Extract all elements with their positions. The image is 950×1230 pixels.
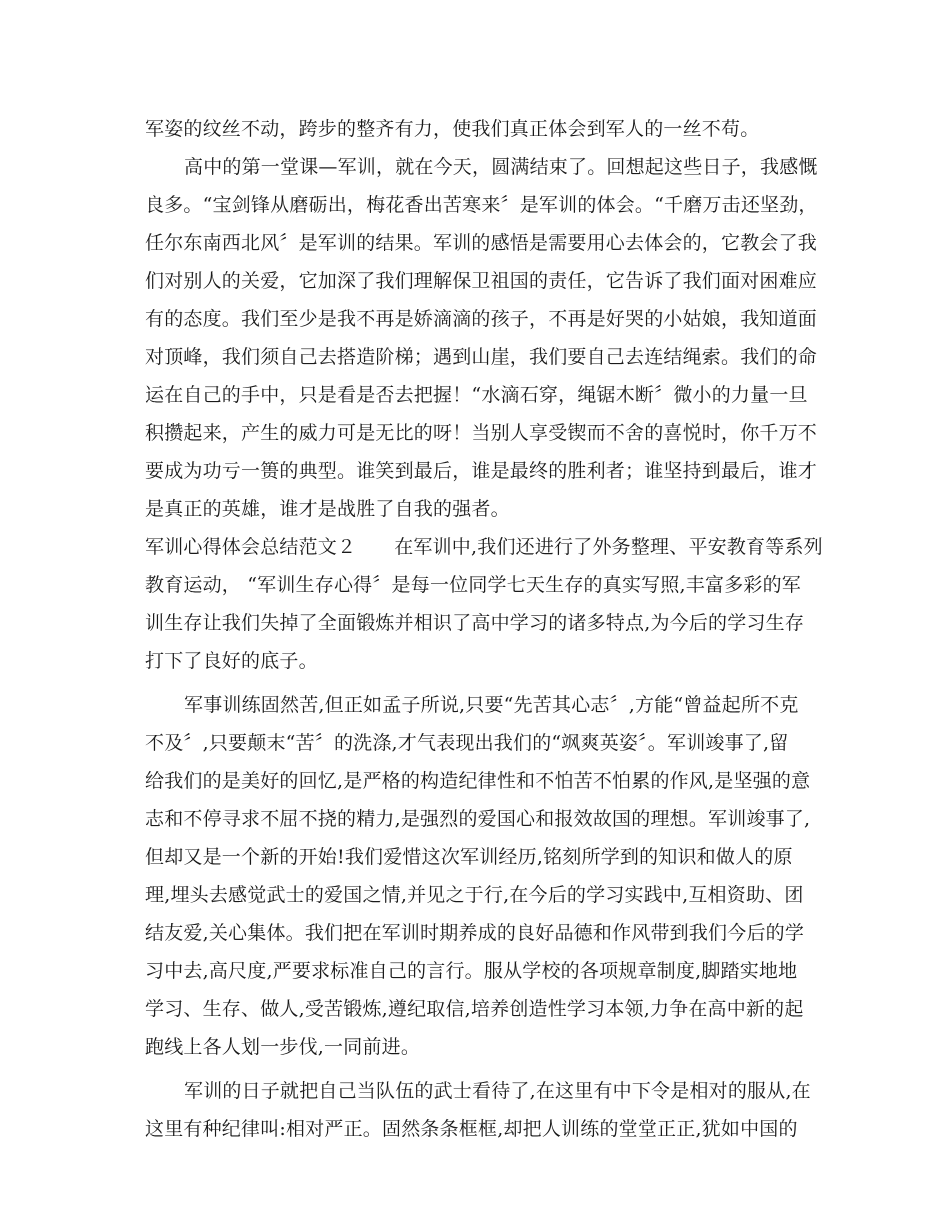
text-line: 教育运动， “军训生存心得〞是每一位同学七天生存的真实写照,丰富多彩的军 [145, 574, 801, 596]
text-line: 但却又是一个新的开始!我们爱惜这次军训经历,铭刻所学到的知识和做人的原 [145, 846, 793, 868]
text-line: 给我们的是美好的回忆,是严格的构造纪律性和不怕苦不怕累的作风,是坚强的意 [145, 770, 811, 792]
section-title: 军训心得体会总结范文２ [145, 536, 357, 558]
text-line: 在军训中,我们还进行了外务整理、平安教育等系列 [394, 536, 823, 558]
text-line: 训生存让我们失掉了全面锻炼并相识了高中学习的诸多特点,为今后的学习生存 [145, 612, 805, 634]
text-line: 有的态度。我们至少是我不再是娇滴滴的孩子，不再是好哭的小姑娘，我知道面 [145, 308, 818, 330]
text-line: 对顶峰，我们须自己去搭造阶梯；遇到山崖，我们要自己去连结绳索。我们的命 [145, 346, 818, 368]
text-line: 打下了良好的底子。 [145, 650, 318, 672]
text-line: 们对别人的关爱，它加深了我们理解保卫祖国的责任，它告诉了我们面对困难应 [145, 270, 818, 292]
text-line: 高中的第一堂课—军训，就在今天，圆满结束了。回想起这些日子，我感慨 [184, 156, 818, 178]
text-line: 运在自己的手中，只是看是否去把握！“水滴石穿，绳锯木断〞微小的力量一旦 [145, 384, 808, 406]
text-line: 要成为功亏一篑的典型。谁笑到最后，谁是最终的胜利者；谁坚持到最后，谁才 [145, 460, 818, 482]
text-line: 结友爱,关心集体。我们把在军训时期养成的良好品德和作风带到我们今后的学 [145, 922, 805, 944]
section-heading-line [145, 536, 823, 558]
text-line: 军训的日子就把自己当队伍的武士看待了,在这里有中下令是相对的服从,在 [184, 1080, 811, 1102]
text-line: 跑线上各人划一步伐,一同前进。 [145, 1036, 421, 1058]
text-line: 军姿的纹丝不动，跨步的整齐有力，使我们真正体会到军人的一丝不苟。 [145, 118, 760, 140]
text-line: 不及〞,只要颠末“苦〞的洗涤,才气表现出我们的“飒爽英姿〞。军训竣事了,留 [145, 732, 789, 754]
text-line: 军事训练固然苦,但正如孟子所说,只要“先苦其心志〞,方能“曾益起所不克 [184, 694, 799, 716]
text-line: 良多。“宝剑锋从磨砺出，梅花香出苦寒来〞是军训的体会。“千磨万击还坚劲， [145, 194, 818, 216]
text-line: 志和不停寻求不屈不挠的精力,是强烈的爱国心和报效故国的理想。军训竣事了, [145, 808, 811, 830]
text-line: 是真正的英雄，谁才是战胜了自我的强者。 [145, 498, 510, 520]
text-line: 任尔东南西北风〞是军训的结果。军训的感悟是需要用心去体会的，它教会了我 [145, 232, 818, 254]
text-line: 理,埋头去感觉武士的爱国之情,并见之于行,在今后的学习实践中,互相资助、团 [145, 884, 804, 906]
text-line: 学习、生存、做人,受苦锻炼,遵纪取信,培养创造性学习本领,力争在高中新的起 [145, 998, 804, 1020]
text-line: 习中去,高尺度,严要求标准自己的言行。服从学校的各项规章制度,脚踏实地地 [145, 960, 798, 982]
text-line: 积攒起来，产生的威力可是无比的呀！当别人享受锲而不舍的喜悦时，你千万不 [145, 422, 818, 444]
text-line: 这里有种纪律叫:相对严正。固然条条框框,却把人训练的堂堂正正,犹如中国的 [145, 1118, 798, 1140]
